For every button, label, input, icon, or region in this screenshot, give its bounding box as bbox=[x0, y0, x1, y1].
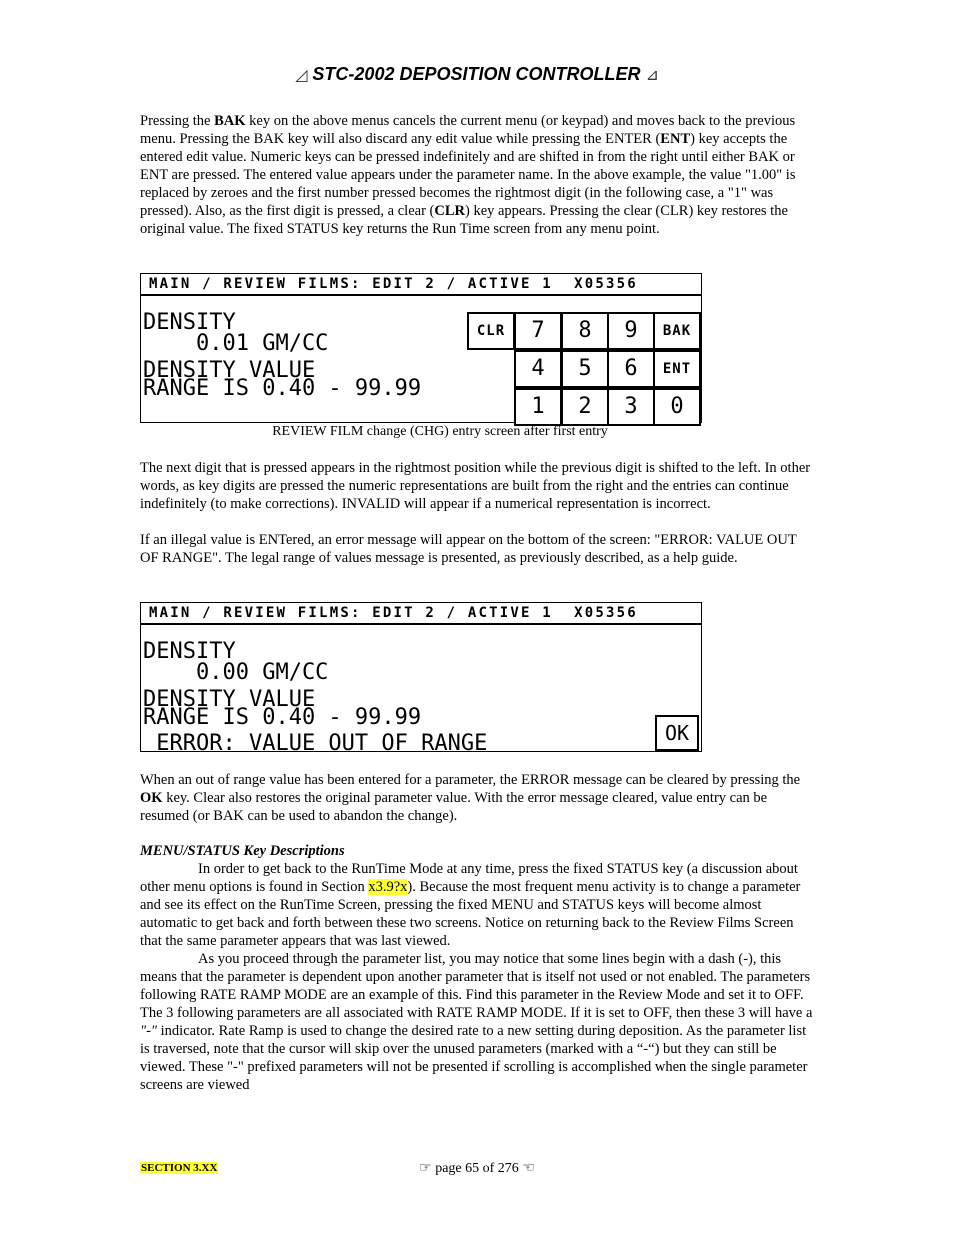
key-2[interactable]: 2 bbox=[561, 388, 609, 426]
screen2-help-title: DENSITY VALUE bbox=[143, 687, 316, 712]
bak-term: BAK bbox=[214, 113, 246, 129]
key-0[interactable]: 0 bbox=[653, 388, 701, 426]
screen2-error-message: ERROR: VALUE OUT OF RANGE bbox=[143, 731, 488, 756]
pointing-hand-right-icon: ☞ bbox=[419, 1160, 432, 1176]
screen1-menu-path: MAIN / REVIEW FILMS: EDIT 2 / ACTIVE 1 X05356 bbox=[141, 274, 701, 296]
screen1-param-value: 0.01 GM/CC bbox=[143, 331, 329, 356]
paragraph-ok-key: When an out of range value has been entered for a parameter, the ERROR message can be cleared by pressing the OK key. Clear also restores the original parameter value. With the error message cleared, value entry can be resumed (or BAK can be used to abandon the change). bbox=[140, 772, 801, 824]
key-1[interactable]: 1 bbox=[514, 388, 562, 426]
paragraph-bak-key: Pressing the BAK key on the above menus cancels the current menu (or keypad) and moves back to the previous menu. Pressing the BAK key will also discard any edit value while pressing the ENTER (ENT) key accepts the entered edit value. Numeric keys can be pressed indefinitely and are shifted in from the right until either BAK or ENT are pressed. The entered value appears under the parameter name. In the above example, the value "1.00" is replaced by zeroes and the first number pressed becomes the rightmost digit (in the following case, a "1" was pressed). Also, as the first digit is pressed, a clear (CLR) key appears. Pressing the clear (CLR) key restores the original value. The fixed STATUS key returns the Run Time screen from any menu point. bbox=[140, 113, 796, 237]
screen1-help-title: DENSITY VALUE bbox=[143, 358, 316, 383]
key-9[interactable]: 9 bbox=[607, 312, 655, 350]
key-8[interactable]: 8 bbox=[561, 312, 609, 350]
screen2-help-range: RANGE IS 0.40 - 99.99 bbox=[143, 705, 422, 730]
screen2-menu-path: MAIN / REVIEW FILMS: EDIT 2 / ACTIVE 1 X05356 bbox=[141, 603, 701, 625]
screen2-param-value: 0.00 GM/CC bbox=[143, 660, 329, 685]
paragraph-dash-parameters: As you proceed through the parameter list, you may notice that some lines begin with a dash (-), this means that the parameter is dependent upon another parameter that is itself not used or not enabled. The parameters following RATE RAMP MODE are an example of this. Find this parameter in the Review Mode and set it to OFF. The 3 following parameters are all associated with RATE RAMP MODE. If it is set to OFF, then these 3 will have a "-" indicator. Rate Ramp is used to change the desired rate to a new setting during deposition. As the parameter list is traversed, note that the cursor will skip over the unused parameters (marked with a “-“) but they can still be viewed. These "-" prefixed parameters will not be presented if scrolling is accomplished when the single parameter screens are viewed bbox=[140, 951, 813, 1093]
section-subheading: MENU/STATUS Key Descriptions bbox=[140, 843, 345, 859]
header-right-icon: ⊿ bbox=[645, 67, 659, 84]
pointing-hand-left-icon: ☜ bbox=[522, 1160, 535, 1176]
paragraph-status-key: In order to get back to the RunTime Mode at any time, press the fixed STATUS key (a discussion about other menu options is found in Section x3.9?x). Because the most frequent menu activity is to change a parameter and see its effect on the RunTime Screen, pressing the fixed MENU and STATUS keys will become almost automatic to get back and forth between these two screens. Notice on returning back to the Review Films Screen that the same parameter appears that was last viewed. bbox=[140, 861, 801, 949]
ent-key[interactable]: ENT bbox=[653, 350, 701, 388]
key-5[interactable]: 5 bbox=[561, 350, 609, 388]
clr-term: CLR bbox=[434, 203, 465, 219]
review-film-entry-screen bbox=[140, 273, 702, 423]
dash-indicator: "-" bbox=[140, 1023, 158, 1039]
ent-term: ENT bbox=[660, 131, 691, 147]
key-4[interactable]: 4 bbox=[514, 350, 562, 388]
clr-key[interactable]: CLR bbox=[467, 312, 515, 350]
screen2-param-name: DENSITY bbox=[143, 639, 236, 664]
ok-key[interactable]: OK bbox=[655, 715, 699, 751]
ok-term: OK bbox=[140, 790, 163, 806]
section-reference-link[interactable]: x3.9?x bbox=[368, 879, 408, 895]
header-left-icon: ◿ bbox=[295, 67, 308, 84]
section-label: SECTION 3.XX bbox=[141, 1162, 218, 1174]
paragraph-illegal-value: If an illegal value is ENTered, an error message will appear on the bottom of the screen: "ERROR: VALUE OUT OF RANGE". The legal range of values message is presented, as previously described, as a help guide. bbox=[140, 532, 797, 566]
bak-key[interactable]: BAK bbox=[653, 312, 701, 350]
key-3[interactable]: 3 bbox=[607, 388, 655, 426]
paragraph-digit-shift: The next digit that is pressed appears in the rightmost position while the previous digit is shifted to the left. In other words, as key digits are pressed the numeric representations are built from the right and the entries can continue indefinitely (to make corrections). INVALID will appear if a numerical representation is incorrect. bbox=[140, 460, 811, 512]
screen1-param-name: DENSITY bbox=[143, 310, 236, 335]
screen1-caption: REVIEW FILM change (CHG) entry screen after first entry bbox=[272, 424, 608, 439]
key-6[interactable]: 6 bbox=[607, 350, 655, 388]
key-7[interactable]: 7 bbox=[514, 312, 562, 350]
page-header bbox=[0, 64, 954, 85]
review-film-error-screen bbox=[140, 602, 702, 756]
screen1-help-range: RANGE IS 0.40 - 99.99 bbox=[143, 376, 422, 401]
header-title: STC-2002 DEPOSITION CONTROLLER bbox=[312, 64, 641, 84]
page-number: ☞ page 65 of 276 ☜ bbox=[419, 1160, 535, 1176]
